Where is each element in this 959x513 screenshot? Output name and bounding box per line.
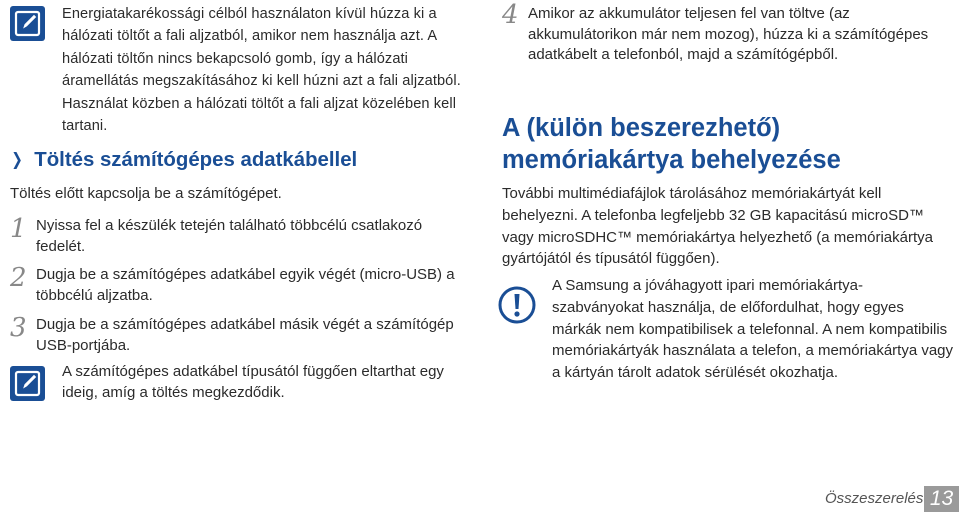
warning-exclamation-icon	[498, 286, 536, 324]
footer-section-label: Összeszerelés	[825, 490, 924, 507]
step-number: 2	[10, 263, 27, 293]
step-number: 4	[502, 0, 519, 30]
step-text: Amikor az akkumulátor teljesen fel van töltve (az akkumulátorikon már nem mozog), húzza ki a számítógépes adatkábelt a telefonból, majd a számítógépből.	[528, 5, 929, 64]
step-text: Dugja be a számítógépes adatkábel egyik végét (micro-USB) a többcélú aljzatba.	[36, 266, 455, 304]
note-text: Energiatakarékossági célból használaton kívül húzza ki a hálózati töltőt a fali aljzatból, amikor nem használja azt. A hálózati töltőn nincs bekapcsoló gomb, így a hálózati áramellátás megszakításához ki kell húzni azt a fali aljzatból. Használat közben a hálózati töltőt a fali aljzat közelében kell tartani.	[62, 6, 461, 135]
note-pencil-icon	[10, 6, 45, 41]
page-title: A (külön beszerezhető) memóriakártya behelyezése	[502, 114, 841, 174]
section-intro: Töltés előtt kapcsolja be a számítógépet.	[10, 185, 282, 202]
page-number: 13	[924, 486, 959, 512]
note-pencil-icon	[10, 366, 45, 401]
step-text: Dugja be a számítógépes adatkábel másik végét a számítógép USB-portjába.	[36, 316, 454, 354]
step-number: 3	[10, 313, 27, 343]
section-heading	[10, 149, 357, 172]
step-text: Nyissa fel a készülék tetején található többcélú csatlakozó fedelét.	[36, 217, 423, 255]
note-text: A számítógépes adatkábel típusától függően eltarthat egy ideig, amíg a töltés megkezdődik.	[62, 363, 444, 401]
warning-text: A Samsung a jóváhagyott ipari memóriakártya-szabványokat használja, de előfordulhat, hogy egyes márkák nem kompatibilisek a telefonnal. A nem kompatibilis memóriakártyák használata a telefon, a memóriakártya vagy a kártyán tárolt adatok sérülését okozhatja.	[552, 277, 954, 382]
section-heading-title: Töltés számítógépes adatkábellel	[34, 149, 358, 171]
body-paragraph: További multimédiafájlok tárolásához memóriakártyát kell behelyezni. A telefonba legfeljebb 32 GB kapacitású microSD™ vagy microSDHC™ memóriakártya helyezhető (a memóriakártya gyártójától és típusától függően).	[502, 185, 933, 268]
step-number: 1	[10, 214, 27, 244]
chevron-right-icon: ❯	[11, 150, 23, 169]
